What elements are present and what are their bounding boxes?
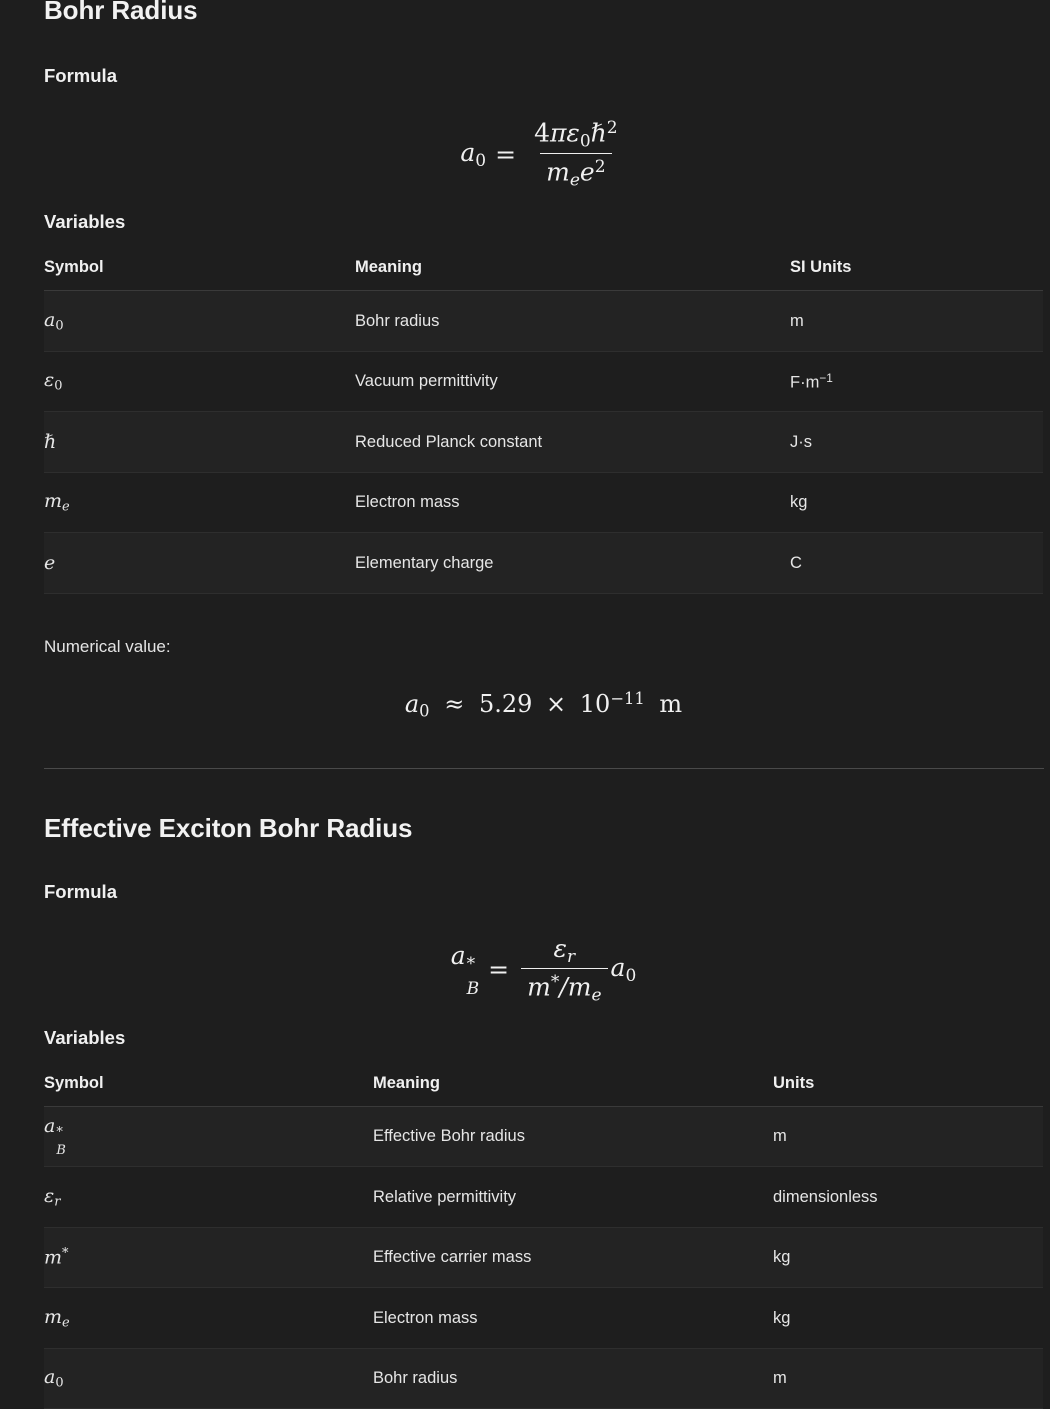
cell-units: kg (773, 1288, 1043, 1349)
cell-meaning: Reduced Planck constant (355, 412, 790, 473)
cell-symbol: e (44, 533, 355, 594)
section-title-2: Effective Exciton Bohr Radius (44, 812, 413, 843)
column-header-meaning: Meaning (373, 1074, 773, 1107)
table-row (44, 1106, 1043, 1167)
numerical-value-expression: $a_0 \approx 5.29 \times 10^{-11}$ m (404, 688, 683, 721)
column-header-symbol: Symbol (44, 258, 355, 291)
cell-units: kg (790, 472, 1043, 533)
fraction (521, 934, 607, 1006)
column-header-symbol: Symbol (44, 1074, 373, 1107)
cell-meaning: Effective carrier mass (373, 1227, 773, 1288)
cell-symbol: $m_e$ (44, 472, 355, 533)
cell-meaning: Elementary charge (355, 533, 790, 594)
table-row (44, 533, 1043, 594)
equals-sign: = (495, 139, 517, 169)
cell-units: $F\cdot m^{-1}$ (790, 351, 1043, 412)
column-header-units: Units (773, 1074, 1043, 1107)
equals-sign: = (488, 955, 510, 985)
formula-bohr-radius (44, 118, 1043, 194)
table-header-row (44, 258, 1043, 291)
page-title: Bohr Radius (44, 0, 198, 25)
fraction-denominator: $m_ee^2$ (540, 153, 611, 190)
column-header-meaning: Meaning (355, 258, 790, 291)
table-row (44, 291, 1043, 352)
cell-units: C (790, 533, 1043, 594)
fraction (528, 118, 624, 191)
formula-lhs: $a_0$ (460, 137, 487, 171)
cell-meaning: Electron mass (355, 472, 790, 533)
cell-units: m (773, 1348, 1043, 1409)
variables-table-1 (44, 258, 1043, 594)
formula-effective-exciton-bohr-radius (44, 934, 1043, 1010)
cell-units: m (773, 1106, 1043, 1167)
cell-meaning: Effective Bohr radius (373, 1106, 773, 1167)
cell-symbol: ℏ (44, 412, 355, 473)
cell-symbol: $\varepsilon_r$ (44, 1167, 373, 1228)
cell-symbol: a * B (44, 1106, 373, 1167)
table-row (44, 1167, 1043, 1228)
table-row (44, 1348, 1043, 1409)
cell-units: J·s (790, 412, 1043, 473)
cell-symbol: $\varepsilon_0$ (44, 351, 355, 412)
cell-symbol: m* (44, 1227, 373, 1288)
approx-sign: ≈ (444, 690, 465, 719)
numerical-value-label: Numerical value: (44, 636, 171, 656)
column-header-units: SI Units (790, 258, 1043, 291)
table-row (44, 1288, 1043, 1349)
cell-units: dimensionless (773, 1167, 1043, 1228)
formula-lhs: a * B (450, 941, 480, 1000)
cell-meaning: Bohr radius (355, 291, 790, 352)
table-row (44, 472, 1043, 533)
fraction-numerator: $4\pi\varepsilon_0\hbar^2$ (534, 118, 618, 152)
fraction-numerator: $\varepsilon_r$ (553, 933, 576, 967)
variables-heading-2: Variables (44, 1026, 126, 1048)
fraction-denominator: $m^*/m_e$ (521, 968, 607, 1005)
variables-heading-1: Variables (44, 211, 126, 233)
cell-symbol: $a_0$ (44, 1348, 373, 1409)
cell-meaning: Vacuum permittivity (355, 351, 790, 412)
cell-symbol: $a_0$ (44, 291, 355, 352)
table-row (44, 351, 1043, 412)
cell-meaning: Relative permittivity (373, 1167, 773, 1228)
table-row (44, 412, 1043, 473)
formula-heading-2: Formula (44, 881, 117, 903)
cell-meaning: Electron mass (373, 1288, 773, 1349)
formula-heading-1: Formula (44, 64, 117, 86)
section-divider (44, 768, 1044, 769)
formula-trailing-term: $a_0$ (610, 953, 637, 987)
table-header-row (44, 1074, 1043, 1107)
cell-units: kg (773, 1227, 1043, 1288)
cell-units: m (790, 291, 1043, 352)
table-row (44, 1227, 1043, 1288)
variables-table-2 (44, 1074, 1043, 1409)
cell-meaning: Bohr radius (373, 1348, 773, 1409)
cell-symbol: $m_e$ (44, 1288, 373, 1349)
